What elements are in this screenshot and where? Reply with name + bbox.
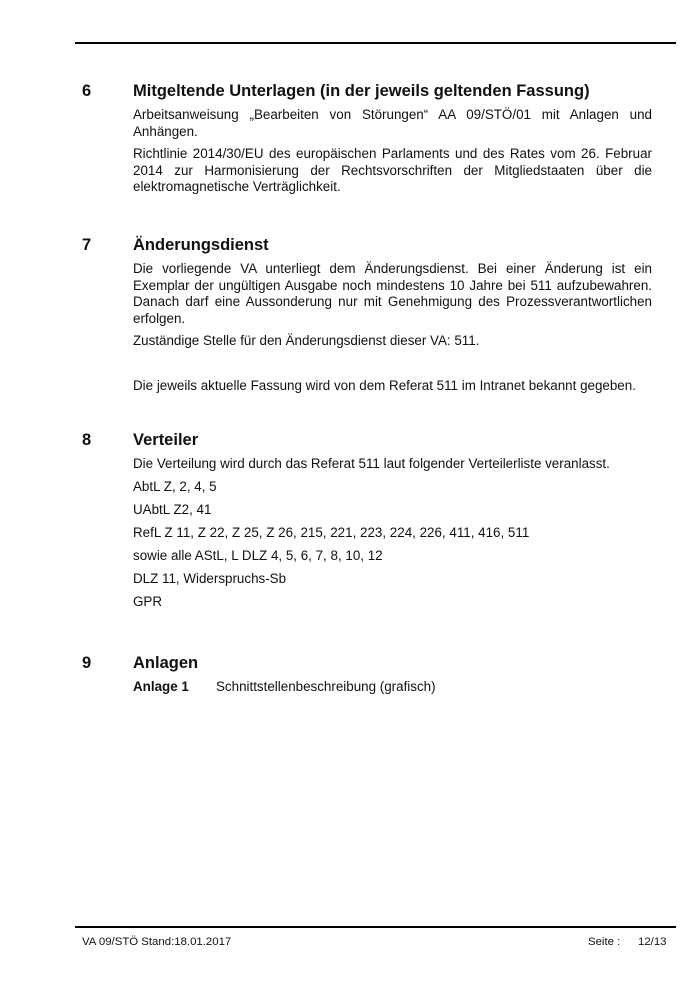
footer-rule xyxy=(75,926,676,928)
anlage-label: Anlage 1 xyxy=(133,679,189,694)
section-6 xyxy=(82,82,652,196)
section-8 xyxy=(82,431,652,611)
section-number: 9 xyxy=(82,654,92,672)
footer-page-number: 12/13 xyxy=(638,936,667,948)
section-7 xyxy=(82,236,652,394)
header-rule xyxy=(75,42,676,44)
section-title: Anlagen xyxy=(133,654,199,672)
anlage-text: Schnittstellenbeschreibung (grafisch) xyxy=(216,679,436,694)
section-number: 7 xyxy=(82,236,92,254)
paragraph: Arbeitsanweisung „Bearbeiten von Störungen“ AA 09/STÖ/01 mit Anlagen und Anhängen. xyxy=(133,107,652,139)
distribution-item: AbtL Z, 2, 4, 5 xyxy=(133,479,217,494)
distribution-item: DLZ 11, Widerspruchs-Sb xyxy=(133,571,287,586)
section-number: 8 xyxy=(82,431,92,449)
section-heading xyxy=(82,236,652,255)
section-title: Verteiler xyxy=(133,431,199,449)
distribution-intro: Die Verteilung wird durch das Referat 511 laut folgender Verteilerliste veranlasst. xyxy=(133,456,610,471)
section-9 xyxy=(82,654,652,696)
section-number: 6 xyxy=(82,82,92,100)
paragraph: Richtlinie 2014/30/EU des europäischen Parlaments und des Rates vom 26. Februar 2014 zur Harmonisierung der Rechtsvorschriften der Mitgliedstaaten über die elektromagnetische Verträglichkeit. xyxy=(133,146,652,194)
section-title: Mitgeltende Unterlagen (in der jeweils geltenden Fassung) xyxy=(133,82,590,100)
distribution-item: RefL Z 11, Z 22, Z 25, Z 26, 215, 221, 223, 224, 226, 411, 416, 511 xyxy=(133,525,530,540)
section-heading xyxy=(82,654,652,673)
distribution-item: sowie alle AStL, L DLZ 4, 5, 6, 7, 8, 10, 12 xyxy=(133,548,383,563)
paragraph: Zuständige Stelle für den Änderungsdienst dieser VA: 511. xyxy=(133,333,480,348)
paragraph: Die vorliegende VA unterliegt dem Änderungsdienst. Bei einer Änderung ist ein Exemplar der ungültigen Ausgabe noch mindestens 10 Jahre bei 511 aufzubewahren. Danach darf eine Aussonderung nur mit Genehmigung des Prozessverantwortlichen erfolgen. xyxy=(133,261,652,326)
section-heading xyxy=(82,431,652,450)
section-heading xyxy=(82,82,652,101)
paragraph: Die jeweils aktuelle Fassung wird von dem Referat 511 im Intranet bekannt gegeben. xyxy=(133,377,636,393)
anlage-row xyxy=(133,679,652,696)
distribution-item: GPR xyxy=(133,594,163,609)
distribution-item: UAbtL Z2, 41 xyxy=(133,502,212,517)
footer-doc-info: VA 09/STÖ Stand:18.01.2017 xyxy=(82,936,232,948)
section-title: Änderungsdienst xyxy=(133,236,269,254)
footer-page-label: Seite : xyxy=(588,936,621,948)
